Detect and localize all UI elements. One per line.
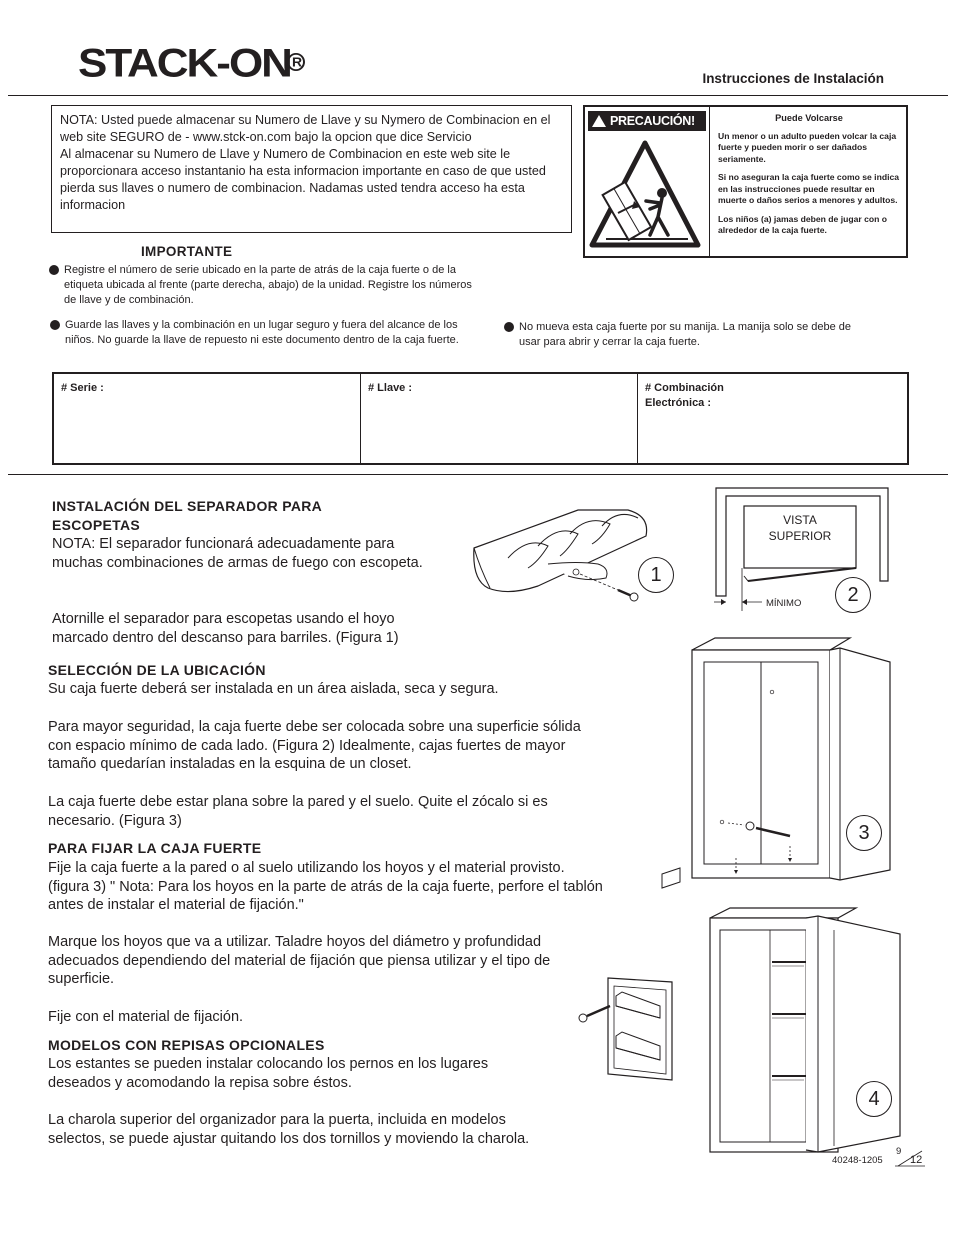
warning-title: Puede Volcarse <box>775 113 843 123</box>
figure-4-number: 4 <box>856 1081 892 1117</box>
nota-paragraph-2: Al almacenar su Numero de Llave y Numero de Combinacion en este web site le proporcionara acceso instantanio ha esta informacion importante en caso de que usted pierda sus llaves o numero de combinacion. Nadamas usted tendra acceso ha esta informacion <box>60 147 546 212</box>
door-organizer-illustration <box>576 976 680 1082</box>
importante-bullet-2 <box>65 318 480 348</box>
warning-paragraph-3: Los niños (a) jamas deben de jugar con o alrededor de la caja fuerte. <box>718 213 888 235</box>
ubicacion-paragraph-2: Para mayor seguridad, la caja fuerte debe ser colocada sobre una superficie sólida con espacio mínimo de cada lado. (Figura 2) Idealmente, cajas fuertes de mayor tamaño quedarían instaladas en la esquina de un closet. <box>48 719 581 773</box>
bullet-dot-icon <box>49 265 59 275</box>
separador-heading-line-1: INSTALACIÓN DEL SEPARADOR PARA <box>52 498 323 514</box>
figure-4-shelves-illustration <box>706 906 904 1156</box>
bullet-dot-icon <box>50 320 60 330</box>
importante-bullet-3 <box>519 320 864 350</box>
warning-paragraph-1: Un menor o un adulto pueden volcar la caja fuerte y pueden morir o ser dañados seriamente. <box>718 130 897 164</box>
vista-label: VISTA <box>783 513 817 527</box>
separador-heading-line-2: ESCOPETAS <box>52 517 141 533</box>
bullet-text: Registre el número de serie ubicado en la parte de atrás de la caja fuerte o de la etiqueta ubicada al frente (parte derecha, abajo) de la unidad. Registre los números de llave y de combinación. <box>64 264 472 306</box>
superior-label: SUPERIOR <box>768 529 832 543</box>
page-number-total: 12 <box>910 1154 923 1166</box>
fijar-paragraph-3: Fije con el material de fijación. <box>48 1009 244 1025</box>
fijar-paragraph-1: Fije la caja fuerte a la pared o al suelo utilizando los hoyos y el material provisto. (figura 3) " Nota: Para los hoyos en la parte de atrás de la caja fuerte, perfore el tablón antes de instalar el material de fijación." <box>48 860 603 914</box>
header-rule <box>8 95 948 96</box>
page-number-current: 9 <box>896 1146 902 1157</box>
section-rule <box>8 474 948 475</box>
document-title: Instrucciones de Instalación <box>702 71 884 86</box>
combinacion-field[interactable] <box>638 374 907 463</box>
warning-paragraph-2: Si no aseguran la caja fuerte como se indica en las instrucciones puede resultar en muerte o daños serios a menores y adultos. <box>718 172 900 205</box>
figure-3-number: 3 <box>846 815 882 851</box>
nota-box <box>51 105 572 233</box>
document-code: 40248-1205 <box>832 1155 883 1166</box>
record-fields-table <box>52 372 909 465</box>
llave-label: # Llave : <box>368 382 413 394</box>
warning-left-panel <box>585 107 710 256</box>
warning-triangle-icon <box>592 115 606 127</box>
combinacion-label-1: # Combinación <box>645 382 724 394</box>
figure-3-safe-mounting-illustration <box>660 636 895 896</box>
separador-paragraph-1: NOTA: El separador funcionará adecuadamente para muchas combinaciones de armas de fuego con escopeta. <box>52 536 423 571</box>
separador-paragraph-2: Atornille el separador para escopetas usando el hoyo marcado dentro del descanso para barriles. (Figura 1) <box>52 611 399 646</box>
figure-1-number: 1 <box>638 557 674 593</box>
ubicacion-paragraph-1: Su caja fuerte deberá ser instalada en un área aislada, seca y segura. <box>48 681 499 697</box>
ubicacion-heading: SELECCIÓN DE LA UBICACIÓN <box>48 662 266 678</box>
figure-2-number: 2 <box>835 577 871 613</box>
repisas-heading: MODELOS CON REPISAS OPCIONALES <box>48 1037 325 1053</box>
repisas-paragraph-2: La charola superior del organizador para la puerta, incluida en modelos selectos, se puede ajustar quitando los dos tornillos y moviendo la charola. <box>48 1112 530 1147</box>
stack-on-logo <box>78 41 305 86</box>
precaucion-label: PRECAUCIÓN! <box>610 114 695 128</box>
bullet-dot-icon <box>504 322 514 332</box>
combinacion-label-2: Electrónica : <box>645 397 712 409</box>
ubicacion-paragraph-3: La caja fuerte debe estar plana sobre la pared y el suelo. Quite el zócalo si es necesario. (Figura 3) <box>48 794 548 829</box>
logo-text: STACK-ON <box>78 41 291 86</box>
page-number <box>895 1146 925 1168</box>
serie-label: # Serie : <box>61 382 104 394</box>
nota-paragraph-1: NOTA: Usted puede almacenar su Numero de Llave y su Nymero de Combinacion en el web site SEGURO de - www.stck-on.com bajo la opcion que dice Servicio <box>60 113 551 144</box>
minimo-label: MÍNIMO <box>766 598 802 609</box>
warning-box <box>583 105 908 258</box>
llave-field[interactable] <box>361 374 638 463</box>
repisas-paragraph-1: Los estantes se pueden instalar colocando los pernos en los lugares deseados y acomodando la repisa sobre éstos. <box>48 1056 489 1091</box>
precaucion-badge <box>588 111 706 131</box>
tip-over-hazard-icon <box>588 135 703 250</box>
warning-text-panel <box>710 107 906 256</box>
bullet-text: Guarde las llaves y la combinación en un lugar seguro y fuera del alcance de los niños. No guarde la llave de repuesto ni este documento dentro de la caja fuerte. <box>65 319 459 346</box>
fijar-paragraph-2: Marque los hoyos que va a utilizar. Taladre hoyos del diámetro y profundidad adecuados dependiendo del material de fijación que piensa utilizar y el tipo de superficie. <box>48 934 551 988</box>
importante-heading: IMPORTANTE <box>141 244 233 259</box>
serie-field[interactable] <box>54 374 361 463</box>
bullet-text: No mueva esta caja fuerte por su manija. La manija solo se debe de usar para abrir y cerrar la caja fuerte. <box>519 321 852 348</box>
fijar-heading: PARA FIJAR LA CAJA FUERTE <box>48 840 262 856</box>
importante-bullet-1 <box>64 263 474 308</box>
figure-2-label <box>744 512 856 544</box>
registered-mark: R <box>287 53 305 71</box>
